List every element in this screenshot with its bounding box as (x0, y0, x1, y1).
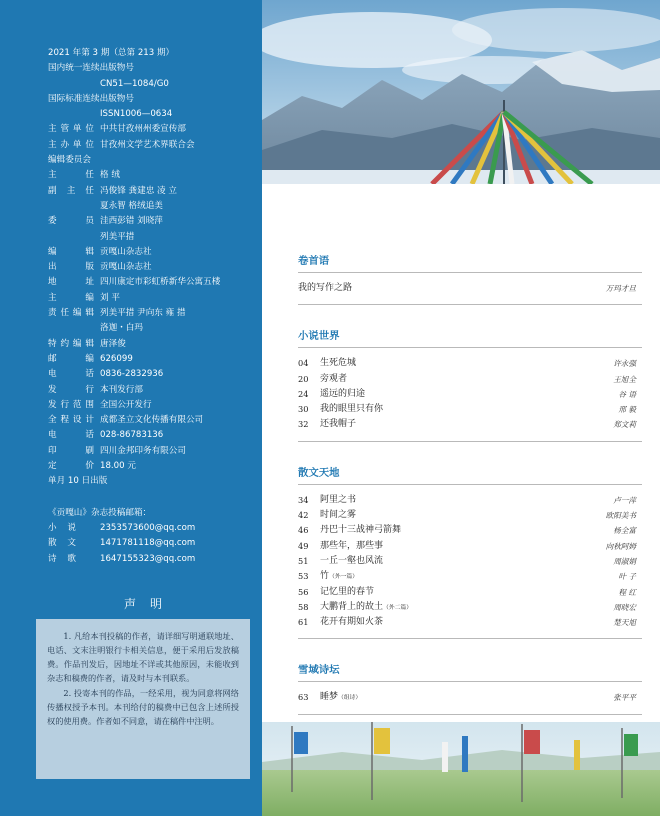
toc-author: 郑文莉 (613, 420, 636, 430)
imprint-label: 邮编 (48, 353, 94, 364)
toc-title-text: 时间之雾 (320, 510, 357, 521)
imprint-value: 列美平措 尹向东 雍 措 (100, 308, 186, 319)
toc-title-text: 竹 (320, 571, 330, 582)
statement-paragraph-1: 1. 凡给本刊投稿的作者，请详细写明通联地址、电话、文末注明银行卡相关信息，便于采用后发放稿费。作品刊发后，因地址不详或其他原因，未能收到杂志和稿费的作者，请及时与本刊联系。 (47, 631, 239, 683)
toc-entry (298, 554, 642, 569)
toc-author: 楚天旭 (613, 618, 636, 628)
imprint-label: 主任 (48, 170, 94, 181)
toc-title (320, 554, 383, 569)
imprint-text: 编辑委员会 (48, 155, 91, 166)
divider (298, 304, 642, 305)
toc-title-text: 旁观者 (320, 373, 348, 384)
imprint-value: 刘 平 (100, 292, 120, 303)
imprint-value: 格 绒 (100, 170, 120, 181)
toc-title-text: 还我帽子 (320, 419, 357, 430)
imprint-label: 全程设计 (48, 415, 94, 426)
divider (298, 714, 642, 715)
toc-entry (298, 569, 642, 584)
imprint-label: 出版 (48, 262, 94, 273)
toc-author: 张平平 (613, 693, 636, 703)
imprint-value: 本刊发行部 (100, 384, 143, 395)
toc-title (320, 615, 383, 630)
toc-section (298, 329, 642, 441)
submission-genre: 散文 (48, 538, 76, 549)
imprint-row (48, 275, 253, 290)
toc-author: 许永强 (613, 359, 636, 369)
imprint-value: 贡嘎山杂志社 (100, 246, 152, 257)
toc-section-title: 散文天地 (298, 466, 340, 479)
imprint-text: 国内统一连续出版物号 (48, 63, 134, 74)
toc-title-text: 阿里之书 (320, 494, 357, 505)
submission-email: 1471781118@qq.com (100, 538, 196, 549)
toc-page-number: 30 (298, 404, 309, 415)
toc-title (320, 569, 358, 585)
toc-author: 邢 毅 (618, 405, 636, 415)
imprint-row (48, 153, 253, 168)
toc-page-number: 58 (298, 601, 309, 612)
toc-title-text: 那些年，那些事 (320, 540, 384, 551)
imprint-row (48, 321, 253, 336)
imprint-row (48, 352, 253, 367)
toc-author: 谷 语 (618, 389, 636, 399)
imprint-row (48, 184, 253, 199)
imprint-value: 贡嘎山杂志社 (100, 262, 152, 273)
imprint-label: 特约编辑 (48, 338, 94, 349)
toc-title-text: 记忆里的春节 (320, 586, 375, 597)
imprint-row (48, 61, 253, 76)
mountain-photo (262, 0, 660, 184)
toc-author: 万玛才旦 (605, 284, 636, 293)
submission-row (48, 521, 253, 536)
imprint-value: 全国公开发行 (100, 399, 152, 410)
imprint-row (48, 398, 253, 413)
toc-author: 周淑娟 (613, 556, 636, 566)
toc-title (320, 585, 374, 600)
imprint-value: 中共甘孜州州委宣传部 (100, 124, 186, 135)
toc-title-note: （外一篇） (329, 574, 359, 581)
toc-title-text: 我的眼里只有你 (320, 404, 384, 415)
toc-entry (298, 523, 642, 538)
imprint-row (48, 214, 253, 229)
toc-entry (298, 585, 642, 600)
toc-author: 周晓宏 (613, 602, 636, 612)
toc-title-text: 花开有期如火茶 (320, 617, 384, 628)
imprint-label: 发行范围 (48, 399, 94, 410)
toc-title-text: 生死危城 (320, 358, 357, 369)
toc-title-note: （外二篇） (383, 604, 413, 611)
toc-page-number: 34 (298, 494, 309, 505)
imprint-label: 发行 (48, 384, 94, 395)
toc-title (320, 356, 356, 371)
imprint-panel (0, 0, 262, 816)
statement-box (36, 619, 250, 779)
imprint-value: 夏永智 格绒追美 (100, 200, 163, 211)
toc-page-number: 04 (298, 358, 309, 369)
imprint-value: 唐泽俊 (100, 338, 126, 349)
imprint-row (48, 77, 253, 92)
toc-page-number: 53 (298, 571, 309, 582)
imprint-row (48, 413, 253, 428)
toc-author: 杨全富 (613, 526, 636, 536)
toc-title-text: 丹巴十三战神弓箭舞 (320, 525, 402, 536)
toc-title-text: 我的写作之路 (298, 283, 353, 293)
submission-email: 2353573600@qq.com (100, 522, 196, 533)
divider (298, 441, 642, 442)
toc-title (320, 508, 356, 523)
toc-entry (298, 539, 642, 554)
imprint-text: 2021 年第 3 期（总第 213 期） (48, 48, 175, 58)
toc-author: 欧阳美书 (605, 511, 636, 521)
imprint-value: CN51—1084/G0 (100, 78, 169, 89)
toc-page-number: 42 (298, 510, 309, 521)
divider (298, 638, 642, 639)
imprint-value: 洼西彭错 刘晓萍 (100, 216, 163, 227)
toc-author: 向秋阿姆 (605, 541, 636, 551)
submission-genre: 诗歌 (48, 553, 76, 564)
toc-title-note: （组诗） (338, 695, 362, 702)
divider (298, 272, 642, 273)
imprint-row (48, 245, 253, 260)
toc-page-number: 49 (298, 540, 309, 551)
toc-entry (298, 281, 642, 296)
toc-title (320, 523, 401, 538)
imprint-label: 主管单位 (48, 124, 94, 135)
imprint-row (48, 107, 253, 122)
toc-title (320, 600, 412, 616)
toc-entry (298, 356, 642, 371)
meadow-photo (262, 722, 660, 816)
imprint-label: 委员 (48, 216, 94, 227)
imprint-row (48, 230, 253, 245)
imprint-label: 主办单位 (48, 139, 94, 150)
mountain-prayer-flag-image (262, 0, 660, 184)
toc-page-number: 56 (298, 586, 309, 597)
toc-title (320, 690, 361, 706)
submission-row (48, 552, 253, 567)
imprint-label: 电话 (48, 430, 94, 441)
toc-section (298, 254, 642, 305)
imprint-value: 四川金邦印务有限公司 (100, 445, 186, 456)
submission-title-text: 《贡嘎山》杂志投稿邮箱： (48, 507, 152, 518)
imprint-label: 编辑 (48, 246, 94, 257)
toc-title-text: 大鹏背上的故土 (320, 601, 384, 612)
imprint-text: 国际标准连续出版物号 (48, 93, 134, 104)
submission-title (48, 506, 253, 521)
toc-title (320, 539, 383, 554)
imprint-value: 列美平措 (100, 231, 135, 242)
toc-title (320, 417, 356, 432)
toc-title-text: 睡梦 (320, 692, 339, 703)
imprint-row (48, 444, 253, 459)
toc-entry (298, 690, 642, 705)
imprint-label: 责任编辑 (48, 308, 94, 319)
imprint-row (48, 199, 253, 214)
toc-author: 叶 子 (618, 572, 636, 582)
toc-author: 程 红 (618, 587, 636, 597)
toc-page-number: 20 (298, 373, 309, 384)
divider (298, 484, 642, 485)
submission-row (48, 536, 253, 551)
imprint-row (48, 306, 253, 321)
imprint-row (48, 459, 253, 474)
toc-entry (298, 600, 642, 615)
toc-section (298, 663, 642, 714)
toc-entry (298, 402, 642, 417)
toc-section-title: 小说世界 (298, 330, 340, 343)
imprint-row (48, 168, 253, 183)
toc-page-number: 61 (298, 617, 309, 628)
toc-author: 王旭全 (613, 374, 636, 384)
imprint-label: 地址 (48, 277, 94, 288)
submission-genre: 小说 (48, 522, 76, 533)
statement-title: 声明 (123, 597, 176, 611)
imprint-label: 主编 (48, 292, 94, 303)
imprint-list (48, 46, 253, 567)
toc-page-number: 63 (298, 692, 309, 703)
toc-entry (298, 387, 642, 402)
toc-entry (298, 615, 642, 630)
imprint-value: 626099 (100, 353, 133, 364)
toc-author: 卢一萍 (613, 495, 636, 505)
toc-entry (298, 372, 642, 387)
imprint-label: 印刷 (48, 445, 94, 456)
imprint-row (48, 260, 253, 275)
imprint-row (48, 46, 253, 61)
toc-page-number: 51 (298, 555, 309, 566)
imprint-label: 副主任 (48, 185, 94, 196)
imprint-value: 18.00 元 (100, 461, 136, 472)
imprint-value: 028-86783136 (100, 430, 164, 441)
imprint-row (48, 474, 253, 489)
toc-entry (298, 493, 642, 508)
toc-page-number: 32 (298, 419, 309, 430)
toc-section-title: 雪域诗坛 (298, 664, 340, 677)
imprint-value: 甘孜州文学艺术界联合会 (100, 139, 195, 150)
imprint-row (48, 138, 253, 153)
submission-email: 1647155323@qq.com (100, 553, 196, 564)
imprint-value: 0836-2832936 (100, 369, 164, 380)
submission-block (48, 506, 253, 567)
imprint-value: 四川康定市彩虹桥新华公寓五楼 (100, 277, 221, 288)
imprint-row (48, 428, 253, 443)
meadow-prayer-flag-image (262, 722, 660, 816)
imprint-row (48, 367, 253, 382)
toc-entry (298, 417, 642, 432)
imprint-value: 成都圣立文化传播有限公司 (100, 415, 204, 426)
imprint-value: 洛迦・白玛 (100, 323, 143, 334)
imprint-text: 单月 10 日出版 (48, 476, 108, 487)
imprint-row (48, 92, 253, 107)
toc-title (320, 402, 383, 417)
statement-paragraph-2: 2. 投寄本刊的作品，一经采用，视为同意将网络传播权授予本刊。本刊给付的稿费中已包含上述所授权的使用费。作者如不同意，请在稿件中注明。 (47, 688, 239, 726)
imprint-label: 电话 (48, 369, 94, 380)
imprint-row (48, 337, 253, 352)
toc-entry (298, 508, 642, 523)
toc-section-title: 卷首语 (298, 255, 330, 267)
imprint-value: 冯俊锋 龚建忠 凌 立 (100, 185, 177, 196)
toc-title (298, 281, 352, 296)
toc-page-number: 46 (298, 525, 309, 536)
imprint-row (48, 122, 253, 137)
toc-title (320, 372, 347, 387)
divider (298, 681, 642, 682)
imprint-value: ISSN1006—0634 (100, 109, 173, 120)
statement-section (36, 595, 250, 779)
imprint-label: 定价 (48, 461, 94, 472)
toc-section (298, 466, 642, 640)
toc-title (320, 387, 365, 402)
divider (298, 347, 642, 348)
toc-title-text: 遥远的归途 (320, 388, 366, 399)
table-of-contents (298, 254, 642, 715)
toc-page-number: 24 (298, 388, 309, 399)
toc-title (320, 493, 356, 508)
imprint-row (48, 383, 253, 398)
imprint-row (48, 291, 253, 306)
toc-title-text: 一丘一壑也风流 (320, 555, 384, 566)
